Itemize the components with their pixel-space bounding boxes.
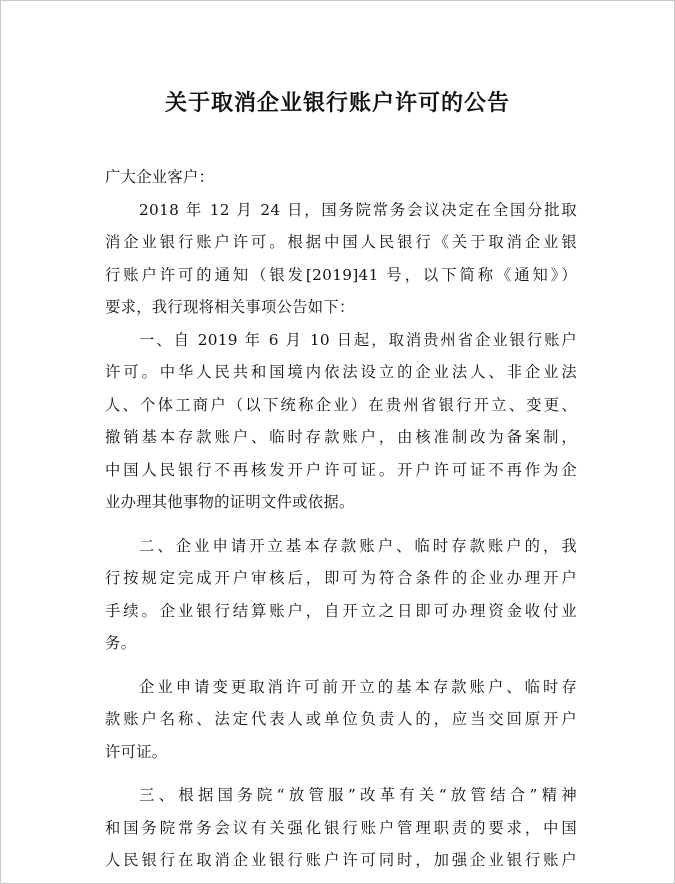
paragraph-line: 人、个体工商户（以下统称企业）在贵州省银行开立、变更、 (105, 395, 577, 414)
document-body (105, 161, 577, 877)
paragraph-line: 手续。企业银行结算账户，自开立之日即可办理资金收付业 (105, 601, 577, 620)
paragraph-line: 许可。中华人民共和国境内依法设立的企业法人、非企业法 (105, 363, 577, 381)
paragraph-line: 一、自 2019 年 6 月 10 日起，取消贵州省企业银行账户 (139, 330, 577, 349)
paragraph-line: 2018 年 12 月 24 日，国务院常务会议决定在全国分批取 (139, 200, 577, 219)
paragraph-line: 要求，我行现将相关事项公告如下： (105, 298, 355, 316)
paragraph-line: 撤销基本存款账户、临时存款账户，由核准制改为备案制， (105, 428, 577, 446)
salutation: 广大企业客户： (105, 168, 215, 186)
paragraph-line: 中国人民银行不再核发开户许可证。开户许可证不再作为企 (105, 460, 577, 479)
paragraph-line: 和国务院常务会议有关强化银行账户管理职责的要求，中国 (105, 818, 577, 837)
paragraph-line: 消企业银行账户许可。根据中国人民银行《关于取消企业银 (105, 233, 577, 251)
paragraph-line: 许可证。 (105, 742, 168, 761)
paragraph-line: 款账户名称、法定代表人或单位负责人的，应当交回原开户 (105, 710, 577, 728)
paragraph-line: 二、企业申请开立基本存款账户、临时存款账户的，我 (139, 536, 577, 555)
paragraph-line: 业办理其他事物的证明文件或依据。 (105, 493, 355, 511)
paragraph-line: 人民银行在取消企业银行账户许可同时，加强企业银行账户 (105, 851, 577, 869)
paragraph-line: 行按规定完成开户审核后，即可为符合条件的企业办理开户 (105, 569, 577, 587)
paragraph-line: 行账户许可的通知（银发[2019]41 号，以下简称《通知》） (105, 265, 577, 284)
document-title: 关于取消企业银行账户许可的公告 (164, 90, 510, 116)
paragraph-line: 企业申请变更取消许可前开立的基本存款账户、临时存 (139, 677, 577, 696)
paragraph-line: 务。 (105, 634, 137, 652)
paragraph-line: 三、根据国务院“放管服”改革有关“放管结合”精神 (139, 786, 577, 804)
